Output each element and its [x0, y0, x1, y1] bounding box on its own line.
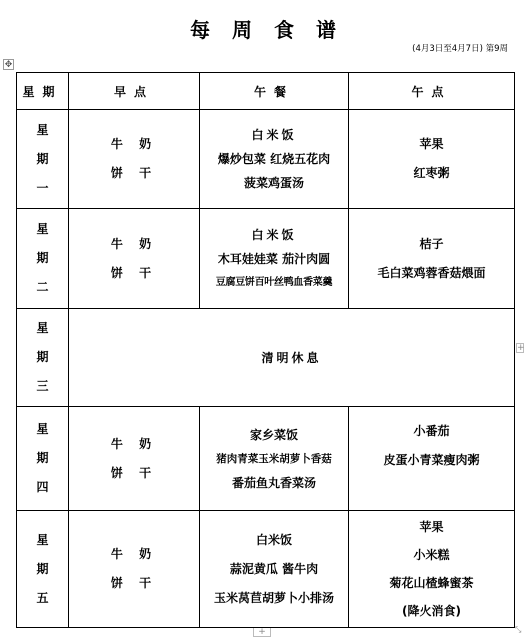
snack-cell [349, 407, 515, 511]
menu-item: 白米饭 [255, 532, 292, 547]
day-char: 星 [36, 422, 49, 436]
lunch-cell [200, 407, 349, 511]
breakfast-cell [69, 110, 200, 209]
menu-item: 饼 干 [110, 265, 158, 280]
day-char: 星 [36, 532, 49, 547]
menu-item: 白米饭 [251, 227, 297, 242]
menu-item: 桔子 [419, 236, 444, 251]
table-row [17, 407, 515, 511]
day-char: 星 [36, 222, 49, 236]
menu-item: 皮蛋小青菜瘦肉粥 [383, 453, 480, 467]
day-char: 二 [36, 280, 49, 294]
menu-item: 番茄鱼丸香菜汤 [231, 475, 316, 490]
menu-item: 苹果 [419, 520, 444, 534]
menu-item: 玉米莴苣胡萝卜小排汤 [213, 590, 334, 605]
menu-item: 牛 奶 [110, 547, 158, 561]
day-char: 三 [36, 379, 49, 393]
menu-item: 毛白菜鸡蓉香菇煨面 [377, 265, 486, 280]
menu-item: 苹果 [419, 137, 444, 151]
menu-item: 牛 奶 [110, 236, 158, 251]
table-row [17, 309, 515, 407]
lunch-cell [200, 110, 349, 209]
lunch-cell [200, 511, 349, 628]
day-char: 期 [36, 350, 49, 364]
table-row [17, 209, 515, 309]
menu-item: 饼 干 [110, 465, 158, 480]
day-char: 五 [36, 590, 49, 605]
day-char: 四 [36, 480, 49, 494]
weekly-menu-table [16, 72, 515, 628]
header-lunch: 午餐 [200, 73, 349, 110]
day-char: 期 [36, 251, 49, 265]
snack-cell [349, 511, 515, 628]
table-resize-handle-icon[interactable]: ⤡ [515, 625, 522, 634]
table-row [17, 511, 515, 628]
day-char: 星 [36, 122, 49, 137]
breakfast-cell [69, 511, 200, 628]
header-snack: 午点 [349, 73, 515, 110]
menu-item: 菠菜鸡蛋汤 [243, 176, 304, 190]
table-row [17, 110, 515, 209]
page-title: 每周食谱 [190, 18, 358, 42]
day-cell [17, 209, 69, 309]
holiday-cell: 清明休息 [69, 309, 515, 407]
menu-item: (降火消食) [402, 604, 461, 618]
menu-item: 红枣粥 [413, 166, 450, 180]
menu-item: 饼 干 [110, 576, 158, 590]
menu-item: 牛 奶 [110, 436, 158, 451]
breakfast-cell [69, 209, 200, 309]
menu-item: 蒜泥黄瓜 酱牛肉 [229, 561, 319, 576]
menu-item: 白米饭 [251, 128, 297, 142]
menu-item: 豆腐豆饼百叶丝鸭血香菜羹 [215, 276, 333, 288]
menu-item: 菊花山楂蜂蜜茶 [389, 576, 474, 590]
lunch-cell [200, 209, 349, 309]
day-char: 期 [36, 561, 49, 576]
day-cell [17, 511, 69, 628]
menu-item: 爆炒包菜 红烧五花肉 [217, 152, 331, 166]
header-breakfast: 早点 [69, 73, 200, 110]
menu-item: 饼 干 [110, 166, 158, 180]
menu-item: 木耳娃娃菜 茄汁肉圆 [217, 251, 331, 266]
snack-cell [349, 110, 515, 209]
table-move-handle-icon[interactable]: ✥ [4, 60, 13, 70]
day-cell [17, 110, 69, 209]
day-char: 期 [36, 451, 49, 465]
day-cell [17, 309, 69, 407]
week-info: (4月3日至4月7日) 第9周 [412, 44, 508, 54]
menu-item: 家乡菜饭 [249, 427, 298, 442]
day-char: 星 [36, 321, 49, 335]
day-char: 一 [36, 180, 49, 195]
snack-cell [349, 209, 515, 309]
add-row-handle-icon[interactable]: + [253, 627, 271, 637]
menu-item: 猪肉青菜玉米胡萝卜香菇 [216, 452, 332, 465]
add-column-handle-icon[interactable]: + [517, 343, 525, 353]
day-cell [17, 407, 69, 511]
table-header-row [17, 73, 515, 110]
breakfast-cell [69, 407, 200, 511]
menu-item: 小番茄 [413, 424, 450, 438]
menu-item: 牛 奶 [110, 137, 158, 151]
day-char: 期 [36, 151, 49, 166]
header-day: 星期 [17, 73, 69, 110]
menu-item: 小米糕 [413, 548, 450, 562]
